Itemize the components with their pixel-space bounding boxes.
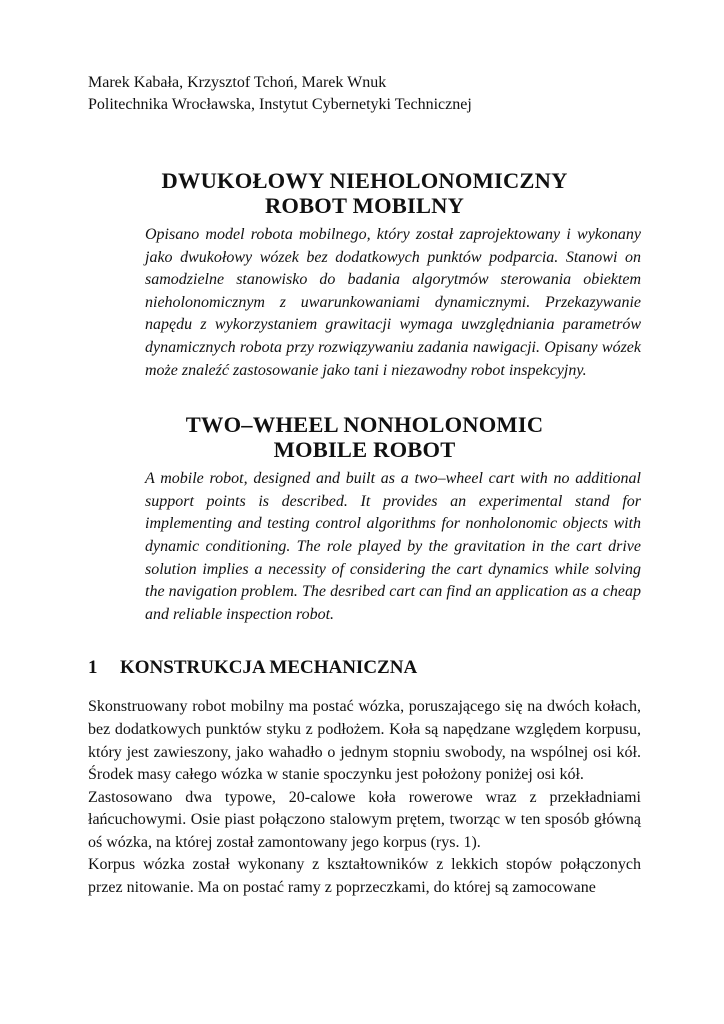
body-paragraph: Skonstruowany robot mobilny ma postać wózka, poruszającego się na dwóch kołach, bez dodatkowych punktów styku z podłożem. Koła są napędzane względem korpusu, który jest zawieszony, jako wahadło o jednym stopniu swobody, na wspólnej osi kół. Środek masy całego wózka w stanie spoczynku jest położony poniżej osi kół.	[88, 698, 641, 784]
body-paragraph: Zastosowano dwa typowe, 20-calowe koła rowerowe wraz z przekładniami łańcuchowymi. Osie piast połączono stalowym prętem, tworząc w ten sposób główną oś wózka, na której został zamontowany jego korpus (rys. 1).	[88, 788, 641, 851]
abstract-english: A mobile robot, designed and built as a two–wheel cart with no additional support points is described. It provides an experimental stand for implementing and testing control algorithms for nonholonomic objects with dynamic conditioning. The role played by the gravitation in the cart drive solution implies a necessity of considering the cart dynamics while solving the navigation problem. The desribed cart can find an application as a cheap and reliable inspection robot.	[145, 470, 641, 623]
body-paragraph: Korpus wózka został wykonany z kształtowników z lekkich stopów połączonych przez nitowanie. Ma on postać ramy z poprzeczkami, do której są zamocowane	[88, 856, 641, 897]
section-number: 1	[88, 657, 98, 679]
affiliation: Politechnika Wrocławska, Instytut Cybernetyki Technicznej	[88, 96, 472, 113]
authors: Marek Kabała, Krzysztof Tchoń, Marek Wnuk	[88, 74, 387, 91]
title-polish-line-1: DWUKOŁOWY NIEHOLONOMICZNY	[161, 168, 568, 193]
abstract-polish: Opisano model robota mobilnego, który został zaprojektowany i wykonany jako dwukołowy wózek bez dodatkowych punktów podparcia. Stanowi on samodzielne stanowisko do badania algorytmów sterowania obiektem nieholonomicznym z uwarunkowaniami dynamicznymi. Przekazywanie napędu z wykorzystaniem grawitacji wymaga uwzględniania parametrów dynamicznych robota przy rozwiązywaniu zadania nawigacji. Opisany wózek może znaleźć zastosowanie jako tani i niezawodny robot inspekcyjny.	[145, 226, 641, 379]
section-heading	[88, 656, 641, 680]
section-title: KONSTRUKCJA MECHANICZNA	[120, 657, 418, 679]
title-english	[88, 412, 641, 462]
title-english-line-2: MOBILE ROBOT	[273, 437, 456, 463]
title-polish	[88, 168, 641, 218]
title-english-line-1: TWO–WHEEL NONHOLONOMIC	[185, 412, 544, 438]
paper-page	[88, 72, 641, 900]
title-polish-line-2: ROBOT MOBILNY	[264, 193, 465, 218]
